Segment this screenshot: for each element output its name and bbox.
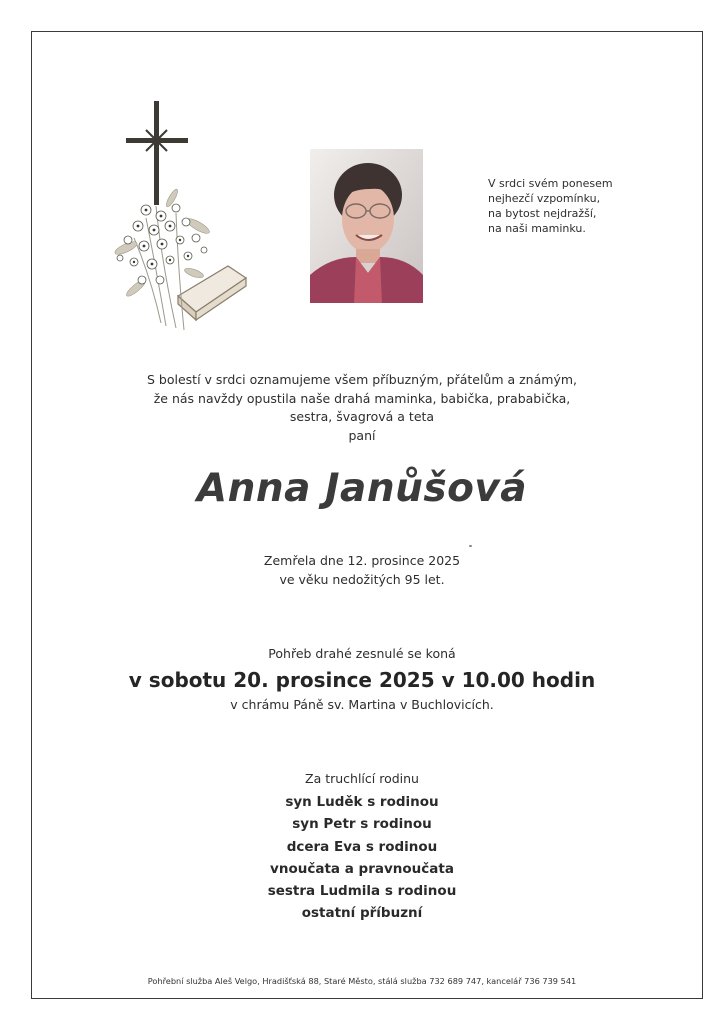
scan-speck xyxy=(469,545,472,547)
verse-block xyxy=(488,176,688,236)
mourner-item: sestra Ludmila s rodinou xyxy=(267,883,457,900)
verse-line: V srdci svém ponesem xyxy=(488,177,613,190)
announcement-line: že nás navždy opustila naše drahá maminka, babička, prababička, xyxy=(153,390,571,406)
announcement-line: paní xyxy=(348,427,376,443)
mourner-item: ostatní příbuzní xyxy=(301,905,423,922)
death-info xyxy=(0,552,724,589)
mourner-item: vnoučata a pravnoučata xyxy=(270,860,454,877)
funeral-intro: Pohřeb drahé zesnulé se koná xyxy=(268,646,456,661)
announcement-block xyxy=(0,371,724,445)
verse-line: na bytost nejdražší, xyxy=(488,207,597,220)
mourner-item: syn Luděk s rodinou xyxy=(285,794,439,810)
verse-line: na naši maminku. xyxy=(488,222,586,235)
footer-contact: Pohřební služba Aleš Velgo, Hradišťská 88, Staré Město, stálá služba 732 689 747, kancelář 736 739 541 xyxy=(147,976,577,986)
mourners-list xyxy=(0,791,724,925)
funeral-place: v chrámu Páně sv. Martina v Buchlovicích. xyxy=(230,697,494,712)
mourner-item: dcera Eva s rodinou xyxy=(286,838,438,855)
funeral-datetime: v sobotu 20. prosince 2025 v 10.00 hodin xyxy=(128,668,596,692)
portrait-photo xyxy=(310,149,423,303)
deceased-name: Anna Janůšová xyxy=(196,466,528,511)
mourner-item: syn Petr s rodinou xyxy=(292,816,432,833)
cross-flowers-book-icon xyxy=(106,98,252,338)
death-age: ve věku nedožitých 95 let. xyxy=(279,571,445,587)
mourners-intro: Za truchlící rodinu xyxy=(305,771,419,786)
death-date: Zemřela dne 12. prosince 2025 xyxy=(263,553,461,568)
announcement-line: S bolestí v srdci oznamujeme všem příbuzným, přátelům a známým, xyxy=(147,372,577,387)
verse-line: nejhezčí vzpomínku, xyxy=(488,192,601,205)
announcement-line: sestra, švagrová a teta xyxy=(289,409,435,424)
